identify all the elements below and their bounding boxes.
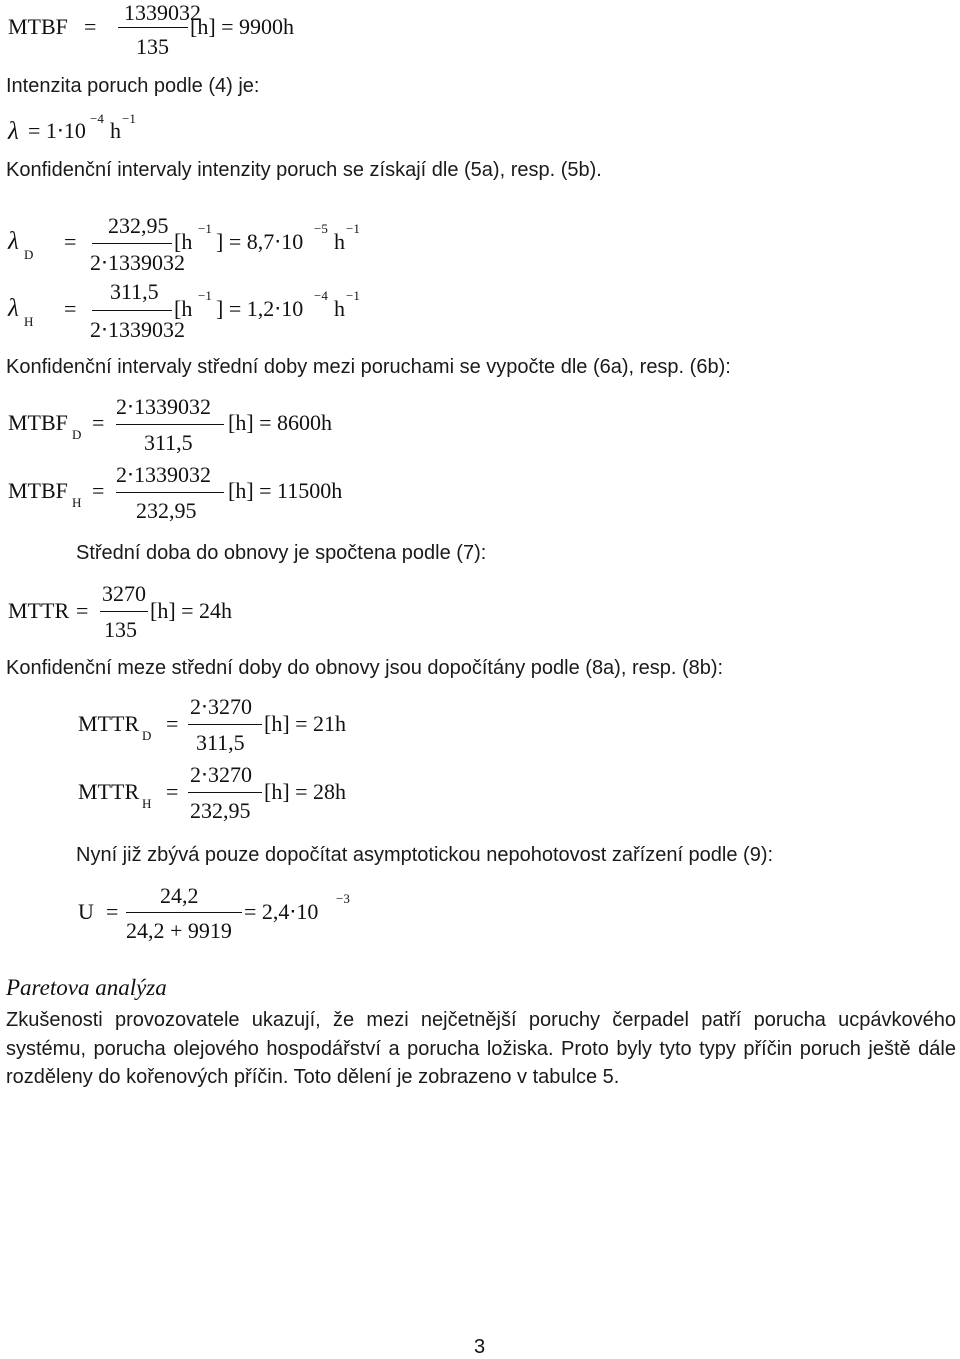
eq-subscript: H — [72, 495, 82, 510]
eq-lhs: MTBF — [8, 478, 68, 503]
eq-result: ] = 1,2⋅10 — [216, 296, 304, 321]
eq-numerator: 232,95 — [108, 213, 169, 238]
eq-result: = 2,4⋅10 — [244, 899, 319, 924]
text-mttr: Střední doba do obnovy je spočtena podle (7): — [76, 542, 487, 564]
eq-lhs: MTTR — [78, 779, 140, 804]
lambda-symbol: λ — [8, 118, 19, 145]
fraction-line — [92, 243, 172, 244]
fraction-line — [116, 424, 224, 425]
eq-result: ] = 8,7⋅10 — [216, 229, 304, 254]
eq-exponent: −4 — [90, 111, 104, 126]
fraction-line — [100, 611, 148, 612]
eq-denominator: 311,5 — [144, 430, 193, 455]
fraction-line — [188, 724, 262, 725]
eq-numerator: 2⋅3270 — [190, 694, 252, 719]
eq-unit: h — [110, 118, 121, 143]
eq-unit-exponent: −1 — [198, 288, 212, 303]
eq-numerator: 3270 — [102, 581, 146, 606]
eq-subscript: D — [72, 427, 82, 442]
eq-lhs: MTBF — [8, 14, 68, 39]
eq-denominator: 2⋅1339032 — [90, 317, 185, 342]
eq-equals: = — [84, 14, 97, 39]
eq-tail-exponent: −1 — [346, 288, 360, 303]
text-asymptotic: Nyní již zbývá pouze dopočítat asymptotickou nepohotovost zařízení podle (9): — [76, 844, 774, 866]
eq-equals: = — [92, 478, 105, 503]
eq-result: [h] = 21h — [264, 711, 347, 736]
eq-result: [h] = 8600h — [228, 410, 333, 435]
text-confidence-mtbf: Konfidenční intervaly střední doby mezi poruchami se vypočte dle (6a), resp. (6b): — [6, 356, 731, 378]
eq-result: [h] = 28h — [264, 779, 347, 804]
fraction-line — [116, 492, 224, 493]
eq-equals: = — [166, 711, 179, 736]
fraction-line — [118, 27, 188, 28]
eq-denominator: 135 — [136, 34, 169, 59]
eq-result: [h] = 24h — [150, 598, 233, 623]
eq-denominator: 232,95 — [190, 798, 251, 823]
eq-denominator: 2⋅1339032 — [90, 250, 185, 275]
eq-equals: = — [92, 410, 105, 435]
eq-equals: = — [64, 229, 77, 254]
eq-denominator: 311,5 — [196, 730, 245, 755]
eq-exponent: −4 — [314, 288, 328, 303]
fraction-line — [126, 912, 242, 913]
eq-denominator: 135 — [104, 617, 137, 642]
eq-equals: = — [106, 899, 119, 924]
eq-tail-unit: h — [334, 229, 345, 254]
eq-numerator: 311,5 — [110, 279, 159, 304]
eq-numerator: 24,2 — [160, 883, 199, 908]
eq-equals: = — [76, 598, 89, 623]
eq-subscript: D — [142, 728, 152, 743]
lambda-symbol: λ — [8, 228, 19, 255]
lambda-symbol: λ — [8, 295, 19, 322]
eq-subscript: D — [24, 247, 34, 262]
eq-tail-unit: h — [334, 296, 345, 321]
eq-result: [h] = 9900h — [190, 14, 295, 39]
eq-unit-exponent: −1 — [122, 111, 136, 126]
eq-lhs: MTBF — [8, 410, 68, 435]
eq-numerator: 1339032 — [124, 0, 201, 25]
text-intensity: Intenzita poruch podle (4) je: — [6, 75, 260, 97]
eq-unit-open: [h — [174, 229, 193, 254]
eq-numerator: 2⋅1339032 — [116, 394, 211, 419]
section-heading: Paretova analýza — [6, 975, 167, 1000]
eq-exponent: −3 — [336, 891, 350, 906]
eq-numerator: 2⋅1339032 — [116, 462, 211, 487]
text-confidence-mttr: Konfidenční meze střední doby do obnovy jsou dopočítány podle (8a), resp. (8b): — [6, 657, 724, 679]
eq-subscript: H — [24, 314, 34, 329]
eq-exponent: −5 — [314, 221, 328, 236]
eq-equals: = — [166, 779, 179, 804]
fraction-line — [188, 792, 262, 793]
eq-denominator: 24,2 + 9919 — [126, 918, 232, 943]
eq-equals: = — [64, 296, 77, 321]
text-confidence-intensity: Konfidenční intervaly intenzity poruch se získají dle (5a), resp. (5b). — [6, 159, 602, 181]
eq-result: [h] = 11500h — [228, 478, 343, 503]
eq-lhs: MTTR — [78, 711, 140, 736]
eq-denominator: 232,95 — [136, 498, 197, 523]
eq-unit-exponent: −1 — [198, 221, 212, 236]
eq-lhs: MTTR — [8, 598, 70, 623]
page-number: 3 — [474, 1336, 486, 1358]
eq-numerator: 2⋅3270 — [190, 762, 252, 787]
eq-tail-exponent: −1 — [346, 221, 360, 236]
eq-subscript: H — [142, 796, 152, 811]
fraction-line — [92, 310, 172, 311]
eq-lhs: U — [78, 899, 94, 924]
eq-unit-open: [h — [174, 296, 193, 321]
eq-body: = 1⋅10 — [28, 118, 86, 143]
paragraph-pareto: Zkušenosti provozovatele ukazují, že mezi nejčetnější poruchy čerpadel patří porucha ucpávkového systému, porucha olejového hospodářství a porucha ložiska. Proto byly tyto typy příčin poruch ještě dále rozděleny do kořenových příčin. Toto dělení je zobrazeno v tabulce 5. — [6, 1009, 956, 1088]
